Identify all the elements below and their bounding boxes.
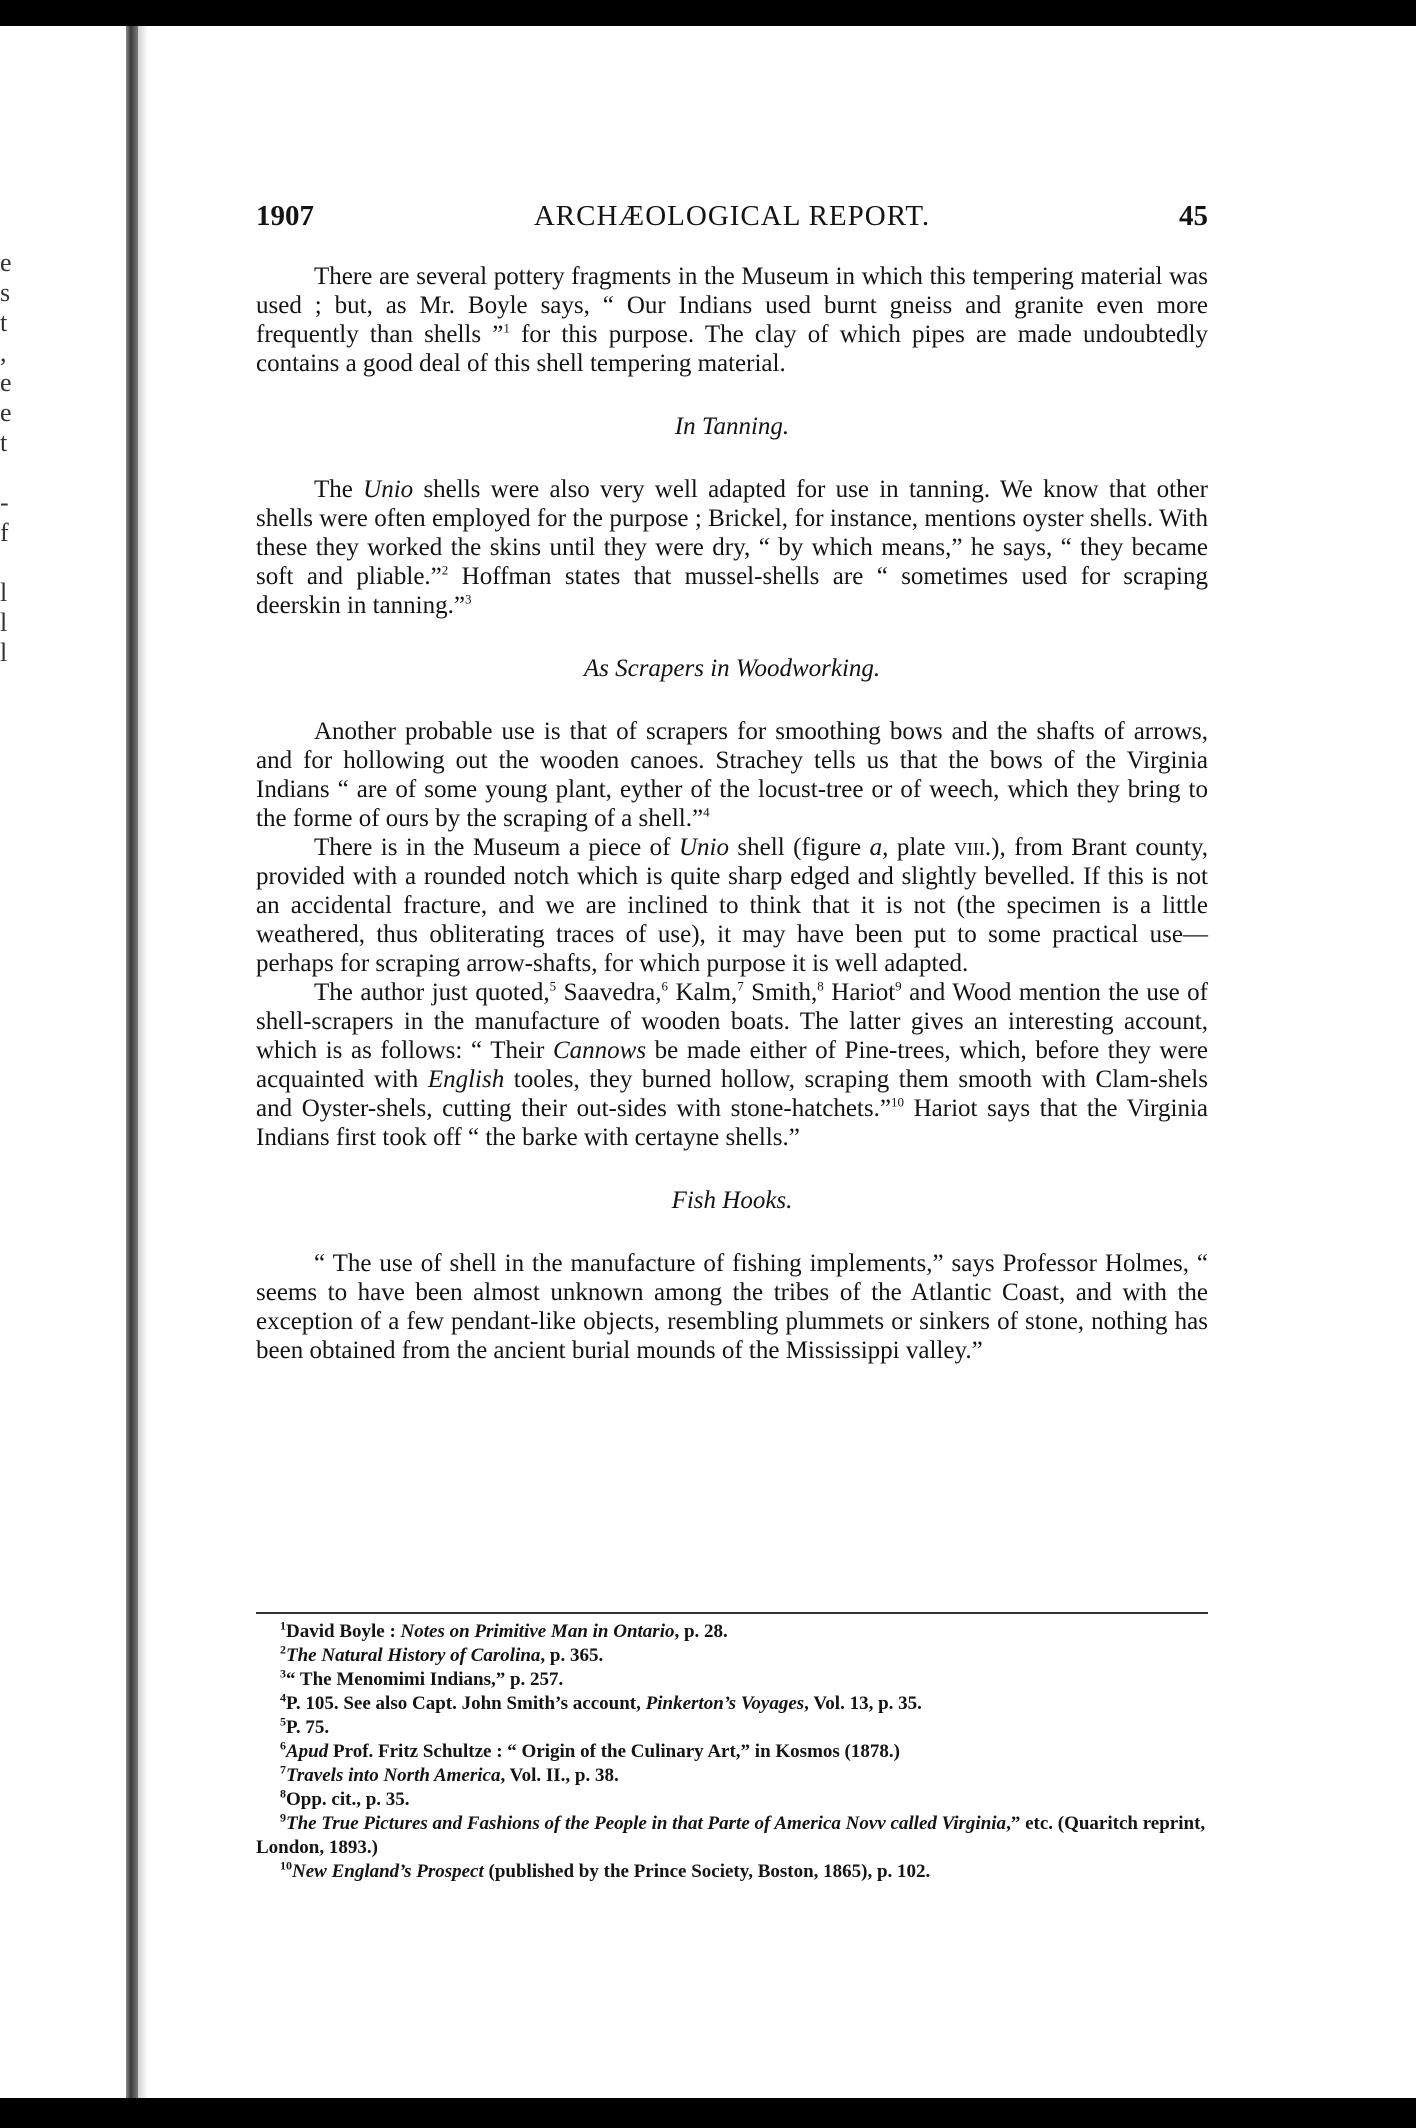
footnote-10: [256, 1860, 1208, 1884]
page-body: [256, 262, 1208, 1365]
text-run: Kalm,: [668, 979, 738, 1006]
text-run: The author just quoted,: [314, 979, 550, 1006]
text-run: Smith,: [743, 979, 818, 1006]
footnote-ref: 1: [503, 320, 510, 336]
text-run: for this purpose. The clay of which pipes are made undoubtedly contains a good deal of this shell tempering material.: [256, 321, 1209, 377]
footnote-text: ,” etc. (Quaritch reprint, London, 1893.): [256, 1813, 1206, 1858]
footnote-ref: 2: [441, 562, 449, 578]
margin-letter: t: [0, 428, 8, 457]
running-header: [256, 200, 1208, 240]
footnote-text: , Vol. 13, p. 35.: [804, 1693, 922, 1714]
margin-letter: e: [0, 248, 12, 277]
paragraph-tanning: [256, 475, 1208, 620]
text-run: The: [314, 476, 364, 503]
footnote-number: 2: [280, 1642, 286, 1657]
footnote-4: [256, 1692, 1208, 1716]
footnote-number: 5: [280, 1714, 286, 1729]
footnote-text: , Vol. II., p. 38.: [500, 1765, 619, 1786]
paragraph-scrapers-1: [256, 717, 1208, 833]
footnote-text: , p. 365.: [540, 1645, 604, 1666]
footnote-title: Notes on Primitive Man in Ontario: [400, 1621, 675, 1642]
paragraph-tempering: [256, 262, 1208, 378]
text-run: and Wood mention the use of shell-scrapers in the manufacture of wooden boats. The latter gives an interesting account, which is as follows: “ Their: [256, 979, 1209, 1064]
margin-letter: [0, 548, 14, 578]
footnote-ref: 7: [737, 978, 744, 994]
text-run: be made either of Pine-trees, which, before they were acquainted with: [256, 1037, 1208, 1093]
footnote-number: 6: [280, 1738, 286, 1753]
footnote-ref: 8: [817, 978, 824, 994]
margin-letter: t: [0, 308, 8, 337]
paragraph-scrapers-3: [256, 978, 1208, 1152]
footnote-title: The True Pictures and Fashions of the People in that Parte of America Novv called Virginia: [286, 1813, 1007, 1834]
footnote-text: Opp. cit., p. 35.: [286, 1789, 410, 1810]
footnote-text: P. 105. See also Capt. John Smith’s account,: [286, 1693, 646, 1714]
footnote-title: New England’s Prospect: [292, 1861, 484, 1882]
text-run: shell (figure: [728, 834, 870, 861]
footnote-ref: 5: [549, 978, 557, 994]
footnote-number: 8: [280, 1786, 286, 1801]
footnote-text: (published by the Prince Society, Boston, 1865), p. 102.: [483, 1861, 931, 1882]
header-year: 1907: [256, 200, 314, 232]
footnote-title: Travels into North America: [286, 1765, 501, 1786]
text-run: Hoffman states that mussel-shells are “ sometimes used for scraping deerskin in tanning.”: [256, 563, 1208, 619]
footnote-text: , p. 28.: [674, 1621, 728, 1642]
facing-page-margin-letters: [0, 248, 14, 668]
footnote-5: [256, 1716, 1208, 1740]
footnote-8: [256, 1788, 1208, 1812]
footnote-2: [256, 1644, 1208, 1668]
footnote-divider: [256, 1612, 1208, 1614]
italic-term: Unio: [363, 476, 414, 503]
footnote-ref: 6: [661, 978, 668, 994]
heading-as-scrapers: As Scrapers in Woodworking.: [583, 655, 881, 682]
footnote-number: 7: [280, 1762, 286, 1777]
text-run: tooles, they burned hollow, scraping them smooth with Clam-shels and Oyster-shels, cutting their out-sides with stone-hatchets.”: [256, 1066, 1208, 1122]
text-run: Hariot: [823, 979, 896, 1006]
paragraph-fish-hooks: “ The use of shell in the manufacture of fishing implements,” says Professor Holmes, “ seems to have been almost unknown among the tribes of the Atlantic Coast, and with the exception of a few pendant-like objects, resembling plummets or sinkers of stone, nothing has been obtained from the ancient burial mounds of the Mississippi valley.”: [256, 1250, 1208, 1364]
heading-in-tanning: In Tanning.: [674, 413, 790, 440]
header-title: ARCHÆOLOGICAL REPORT.: [533, 200, 931, 232]
italic-term: English: [427, 1066, 505, 1093]
margin-letter: s: [0, 278, 11, 307]
footnote-number: 3: [280, 1666, 286, 1681]
footnote-text: David Boyle :: [286, 1621, 401, 1642]
footnote-9: [256, 1812, 1208, 1860]
scan-top-border: [0, 0, 1416, 26]
book-spine-binding: [126, 26, 138, 2098]
footnote-number: 4: [280, 1690, 286, 1705]
text-run: There are several pottery fragments in the Museum in which this tempering material was used ; but, as Mr. Boyle says, “ Our Indians used burnt gneiss and granite even more frequently than shells ”: [256, 263, 1208, 348]
footnote-title: The Natural History of Carolina: [286, 1645, 541, 1666]
text-run: Hariot says that the Virginia Indians first took off “ the barke with certayne shells.”: [256, 1095, 1209, 1151]
scan-bottom-border: [0, 2098, 1416, 2128]
text-run: There is in the Museum a piece of: [314, 834, 679, 861]
footnote-3: [256, 1668, 1208, 1692]
footnote-text: Prof. Fritz Schultze : “ Origin of the Culinary Art,” in Kosmos (1878.): [328, 1741, 900, 1762]
margin-letter: e: [0, 368, 12, 397]
plate-number: viii: [953, 834, 985, 861]
text-run: shells were also very well adapted for use in tanning. We know that other shells were often employed for the purpose ; Brickel, for instance, mentions oyster shells. With these they worked the skins until they were dry, “ by which means,” he says, “ they became soft and pliable.”: [256, 476, 1208, 590]
text-run: Saavedra,: [556, 979, 662, 1006]
footnote-6: [256, 1740, 1208, 1764]
spine-shadow: [138, 26, 148, 2098]
margin-letter: f: [0, 518, 9, 547]
footnote-number: 9: [280, 1810, 286, 1825]
footnote-title: Pinkerton’s Voyages: [645, 1693, 805, 1714]
text-run: .), from Brant county, provided with a rounded notch which is quite sharp edged and slightly bevelled. If this is not an accidental fracture, and we are inclined to think that it is not (the specimen is a little weathered, thus obliterating traces of use), it may have been put to some practical use—perhaps for scraping arrow-shafts, for which purpose it is well adapted.: [256, 834, 1208, 977]
footnote-ref: 3: [464, 591, 472, 607]
margin-letter: [0, 458, 14, 488]
margin-letter: e: [0, 398, 12, 427]
margin-letter: -: [0, 488, 9, 517]
margin-letter: l: [0, 608, 8, 637]
heading-fish-hooks: Fish Hooks.: [671, 1187, 793, 1214]
footnotes: [256, 1620, 1208, 1884]
margin-letter: l: [0, 578, 8, 607]
italic-term: Unio: [678, 834, 729, 861]
paragraph-scrapers-2: [256, 833, 1208, 978]
footnote-text: “ The Menomimi Indians,” p. 257.: [286, 1669, 564, 1690]
page-number: 45: [1179, 200, 1208, 232]
italic-term: Cannows: [552, 1037, 647, 1064]
footnote-1: [256, 1620, 1208, 1644]
footnote-7: [256, 1764, 1208, 1788]
text-run: , plate: [882, 834, 954, 861]
footnote-number: 1: [280, 1618, 286, 1633]
footnote-number: 10: [280, 1858, 292, 1873]
text-run: Another probable use is that of scrapers for smoothing bows and the shafts of arrows, and for hollowing out the wooden canoes. Strachey tells us that the bows of the Virginia Indians “ are of some young plant, eyther of the locust-tree or of weech, which they bring to the forme of ours by the scraping of a shell.”: [256, 718, 1208, 832]
figure-letter: a: [869, 834, 883, 861]
margin-letter: ,: [0, 338, 7, 367]
footnote-ref: 10: [890, 1094, 904, 1110]
margin-letter: l: [0, 638, 8, 667]
footnote-ref: 9: [895, 978, 902, 994]
footnote-title: Apud: [286, 1741, 329, 1762]
footnote-text: P. 75.: [286, 1717, 330, 1738]
footnote-ref: 4: [703, 804, 710, 820]
